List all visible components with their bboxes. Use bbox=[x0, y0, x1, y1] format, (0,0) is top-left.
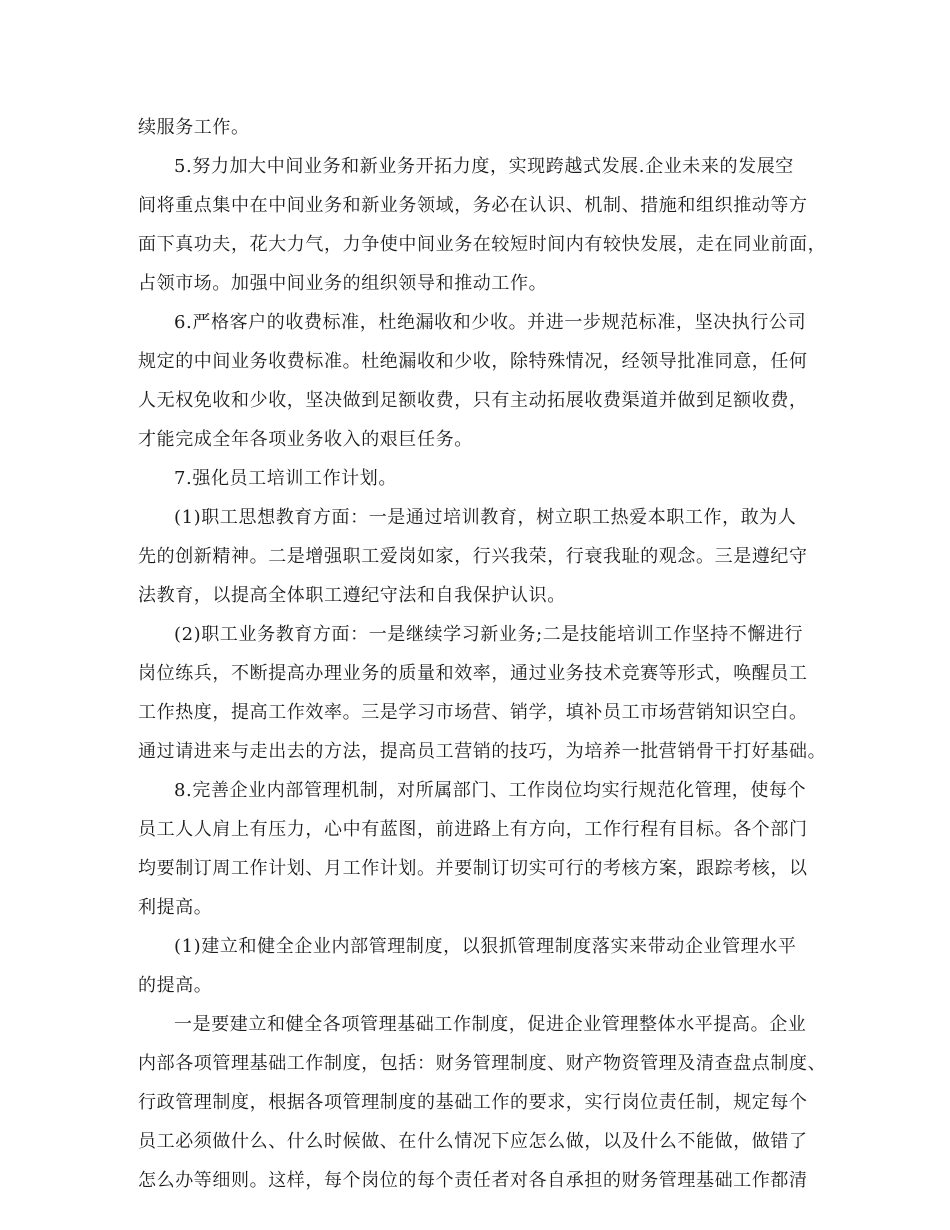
text-line: 岗位练兵，不断提高办理业务的质量和效率，通过业务技术竞赛等形式，唤醒员工 bbox=[138, 663, 808, 684]
text-line: 怎么办等细则。这样，每个岗位的每个责任者对各自承担的财务管理基础工作都清 bbox=[138, 1170, 808, 1191]
text-line: 才能完成全年各项业务收入的艰巨任务。 bbox=[138, 429, 473, 450]
text-line: (1)建立和健全企业内部管理制度，以狠抓管理制度落实来带动企业管理水平 bbox=[174, 936, 797, 957]
text-line: 均要制订周工作计划、月工作计划。并要制订切实可行的考核方案，跟踪考核，以 bbox=[138, 858, 808, 879]
text-line: 5.努力加大中间业务和新业务开拓力度，实现跨越式发展.企业未来的发展空 bbox=[174, 156, 794, 177]
text-line: 员工必须做什么、什么时候做、在什么情况下应怎么做，以及什么不能做，做错了 bbox=[138, 1131, 808, 1152]
text-line: (1)职工思想教育方面：一是通过培训教育，树立职工热爱本职工作，敢为人 bbox=[174, 507, 797, 528]
text-line: 规定的中间业务收费标准。杜绝漏收和少收，除特殊情况，经领导批准同意，任何 bbox=[138, 351, 808, 372]
text-line: 一是要建立和健全各项管理基础工作制度，促进企业管理整体水平提高。企业 bbox=[174, 1014, 807, 1035]
text-line: 人无权免收和少收，坚决做到足额收费，只有主动拓展收费渠道并做到足额收费， bbox=[138, 390, 808, 411]
text-line: 6.严格客户的收费标准，杜绝漏收和少收。并进一步规范标准，坚决执行公司 bbox=[174, 312, 807, 333]
text-line: 面下真功夫，花大力气，力争使中间业务在较短时间内有较快发展，走在同业前面， bbox=[138, 234, 827, 255]
text-line: 先的创新精神。二是增强职工爱岗如家，行兴我荣，行衰我耻的观念。三是遵纪守 bbox=[138, 546, 808, 567]
text-line: 通过请进来与走出去的方法，提高员工营销的技巧，为培养一批营销骨干打好基础。 bbox=[138, 741, 827, 762]
text-line: 7.强化员工培训工作计划。 bbox=[174, 468, 397, 489]
text-line: 工作热度，提高工作效率。三是学习市场营、销学，填补员工市场营销知识空白。 bbox=[138, 702, 808, 723]
text-line: 8.完善企业内部管理机制，对所属部门、工作岗位均实行规范化管理，使每个 bbox=[174, 780, 807, 801]
text-line: 法教育，以提高全体职工遵纪守法和自我保护认识。 bbox=[138, 585, 566, 606]
text-line: 行政管理制度，根据各项管理制度的基础工作的要求，实行岗位责任制，规定每个 bbox=[138, 1092, 808, 1113]
text-line: 续服务工作。 bbox=[138, 117, 250, 138]
text-line: 员工人人肩上有压力，心中有蓝图，前进路上有方向，工作行程有目标。各个部门 bbox=[138, 819, 808, 840]
text-line: 间将重点集中在中间业务和新业务领域，务必在认识、机制、措施和组织推动等方 bbox=[138, 195, 808, 216]
text-line: 的提高。 bbox=[138, 975, 213, 996]
text-line: (2)职工业务教育方面：一是继续学习新业务;二是技能培训工作坚持不懈进行 bbox=[174, 624, 804, 645]
text-line: 利提高。 bbox=[138, 897, 213, 918]
text-line: 占领市场。加强中间业务的组织领导和推动工作。 bbox=[138, 273, 548, 294]
text-line: 内部各项管理基础工作制度，包括：财务管理制度、财产物资管理及清查盘点制度、 bbox=[138, 1053, 827, 1074]
